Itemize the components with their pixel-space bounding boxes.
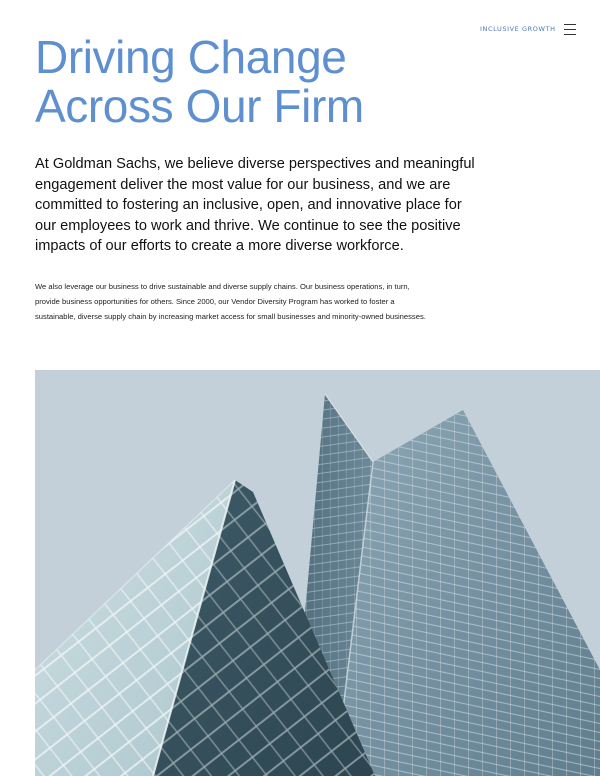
lead-paragraph (35, 154, 495, 257)
section-label: INCLUSIVE GROWTH (480, 25, 556, 33)
page-title (35, 33, 364, 131)
skyscraper-photo (35, 370, 600, 776)
title-line: Across Our Firm (35, 80, 364, 132)
body-line: We also leverage our business to drive sustainable and diverse supply chains. Our business operations, in turn, (35, 282, 410, 291)
title-line: Driving Change (35, 31, 347, 83)
body-paragraph (35, 279, 515, 324)
lead-line: engagement deliver the most value for our business, and we are (35, 176, 451, 193)
hamburger-menu-icon[interactable] (564, 24, 576, 35)
body-line: sustainable, diverse supply chain by increasing market access for small businesses and minority-owned businesses. (35, 312, 426, 321)
lead-line: our employees to work and thrive. We continue to see the positive (35, 217, 461, 234)
lead-line: committed to fostering an inclusive, open, and innovative place for (35, 197, 462, 213)
menu-bar (564, 29, 576, 30)
menu-bar (564, 24, 576, 25)
body-line: provide business opportunities for others. Since 2000, our Vendor Diversity Program has worked to foster a (35, 297, 395, 306)
lead-line: At Goldman Sachs, we believe diverse perspectives and meaningful (35, 156, 475, 172)
menu-bar (564, 34, 576, 35)
lead-line: impacts of our efforts to create a more diverse workforce. (35, 238, 404, 254)
